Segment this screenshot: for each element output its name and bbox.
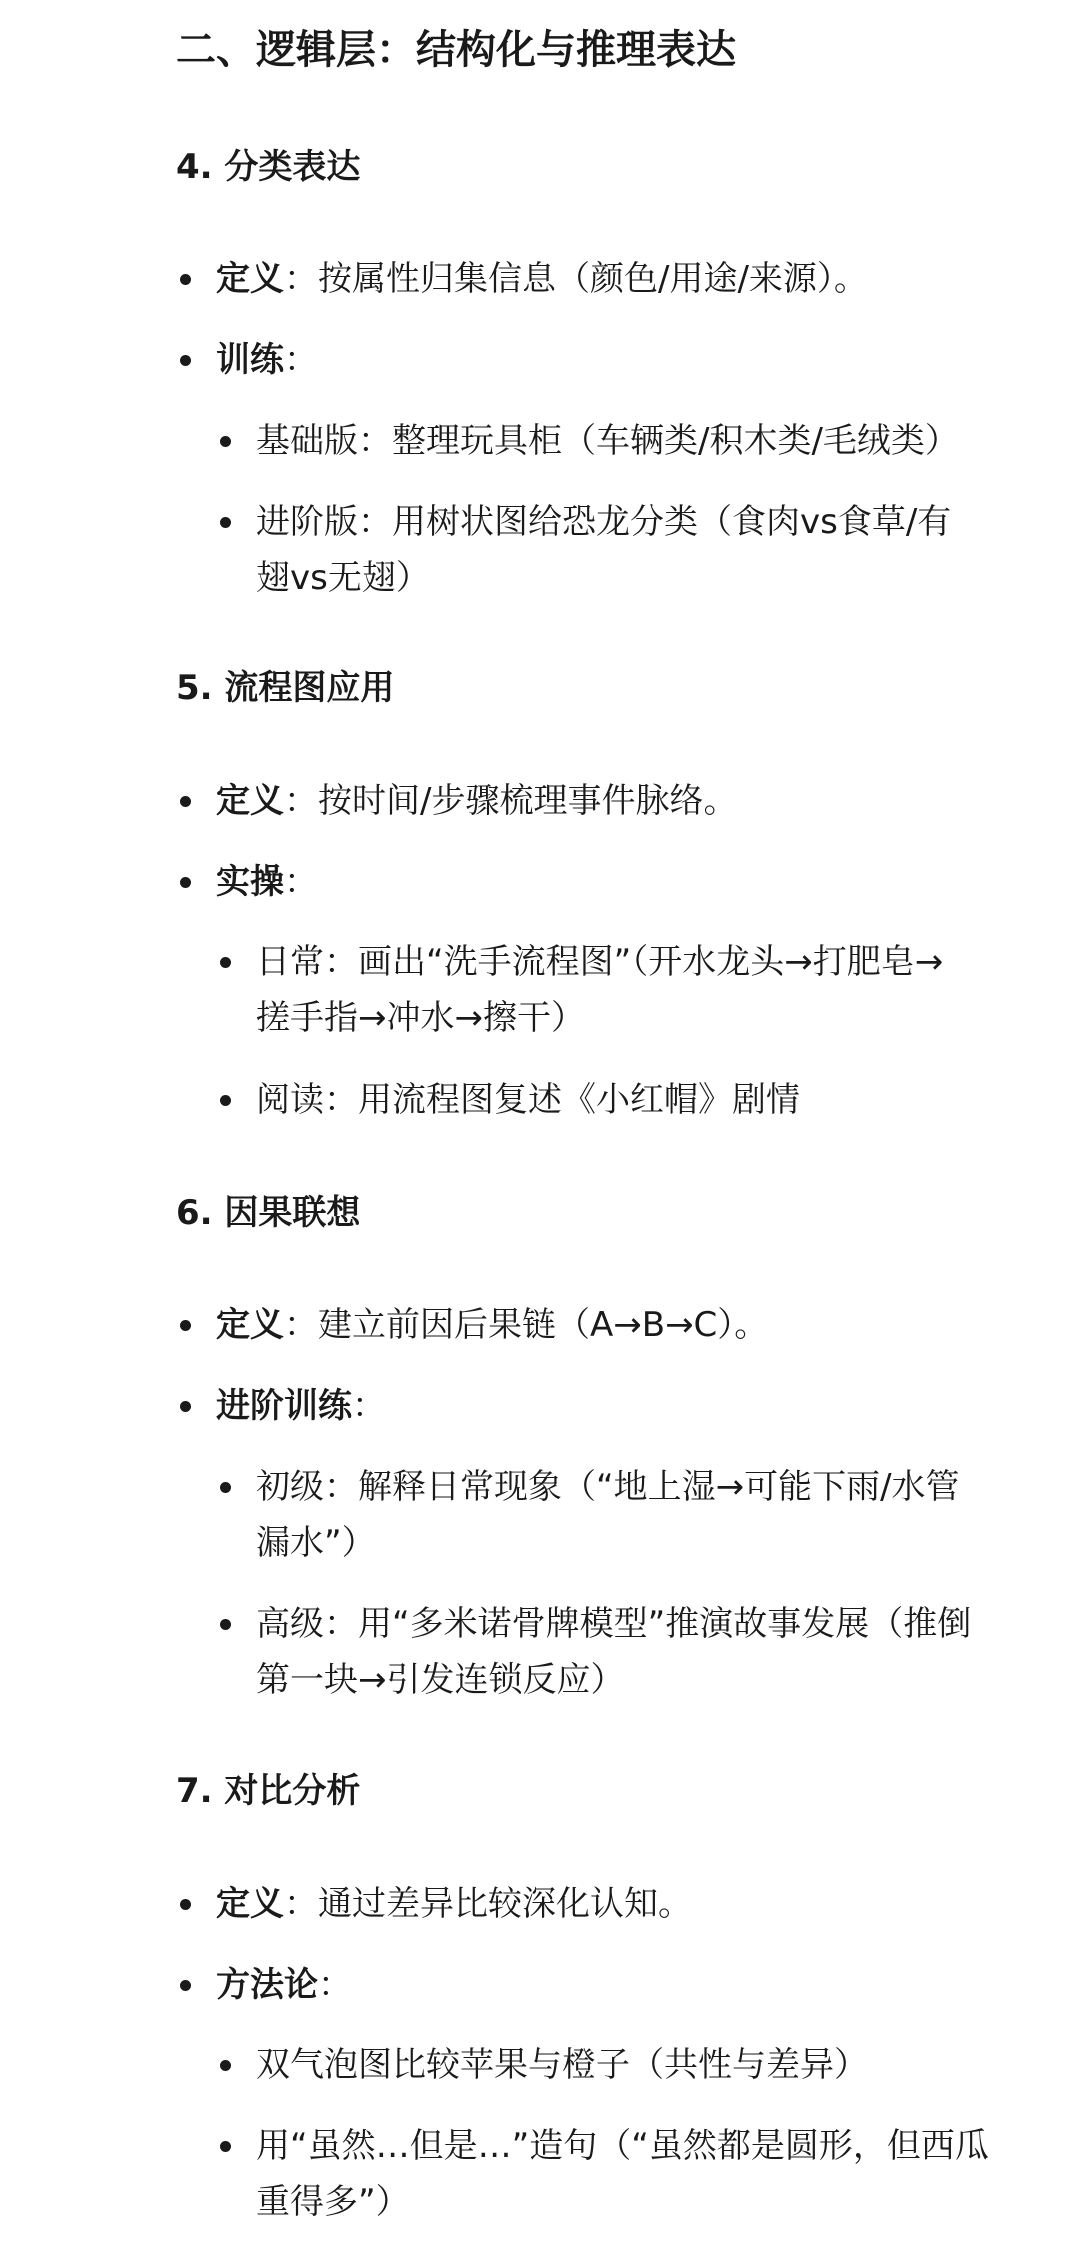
bullet-icon [180, 355, 191, 366]
item-line: 进阶版：用树状图给恐龙分类（食肉vs食草/有 [256, 502, 952, 542]
item-line: 初级：解释日常现象（“地上湿→可能下雨/水管 [256, 1467, 960, 1507]
item-line-continued: 第一块→引发连锁反应） [256, 1660, 625, 1700]
list-item-definition [216, 1876, 692, 1932]
bullet-icon [220, 957, 231, 968]
subsection-title: 4. 分类表达 [176, 147, 361, 187]
subsection-title: 5. 流程图应用 [176, 668, 395, 708]
bullet-icon [220, 2141, 231, 2152]
term-label: 实操 [216, 862, 284, 902]
sub-list-item [256, 494, 951, 606]
sub-list-item [256, 934, 943, 1046]
bullet-icon [180, 796, 191, 807]
bullet-icon [180, 274, 191, 285]
bullet-icon [180, 1401, 191, 1412]
definition-text: 按时间/步骤梳理事件脉络。 [318, 781, 738, 821]
subsection-title: 6. 因果联想 [176, 1193, 361, 1233]
list-item-group [216, 1957, 352, 2013]
sub-list-item [256, 413, 959, 469]
bullet-icon [180, 877, 191, 888]
term-separator: ： [284, 1305, 318, 1345]
item-line-continued: 漏水”） [256, 1523, 376, 1563]
sub-list-item [256, 1459, 960, 1571]
bullet-icon [220, 1095, 231, 1106]
list-item-group [216, 1378, 386, 1434]
term-separator: ： [318, 1965, 352, 2005]
definition-text: 按属性归集信息（颜色/用途/来源）。 [318, 259, 868, 299]
term-label: 定义 [216, 781, 284, 821]
term-separator: ： [284, 340, 318, 380]
sub-list-item [256, 2037, 868, 2093]
sub-list-item [256, 2118, 989, 2230]
sub-list-item [256, 1072, 800, 1128]
item-line: 基础版：整理玩具柜（车辆类/积木类/毛绒类） [256, 421, 959, 461]
bullet-icon [180, 1899, 191, 1910]
term-separator: ： [284, 1884, 318, 1924]
section-heading: 二、逻辑层：结构化与推理表达 [176, 27, 736, 73]
definition-text: 通过差异比较深化认知。 [318, 1884, 692, 1924]
term-separator: ： [284, 862, 318, 902]
subsection-title: 7. 对比分析 [176, 1771, 361, 1811]
term-label: 定义 [216, 1305, 284, 1345]
bullet-icon [220, 1619, 231, 1630]
item-line-continued: 搓手指→冲水→擦干） [256, 998, 585, 1038]
item-line: 用“虽然…但是…”造句（“虽然都是圆形，但西瓜 [256, 2126, 989, 2166]
term-label: 定义 [216, 259, 284, 299]
term-separator: ： [352, 1386, 386, 1426]
list-item-group [216, 332, 318, 388]
term-separator: ： [284, 781, 318, 821]
list-item-definition [216, 1297, 768, 1353]
bullet-icon [180, 1320, 191, 1331]
item-line: 双气泡图比较苹果与橙子（共性与差异） [256, 2045, 868, 2085]
bullet-icon [220, 517, 231, 528]
term-label: 训练 [216, 340, 284, 380]
bullet-icon [220, 2060, 231, 2071]
item-line: 高级：用“多米诺骨牌模型”推演故事发展（推倒 [256, 1604, 972, 1644]
list-item-group [216, 854, 318, 910]
sub-list-item [256, 1596, 971, 1708]
term-label: 方法论 [216, 1965, 318, 2005]
list-item-definition [216, 251, 868, 307]
item-line: 阅读：用流程图复述《小红帽》剧情 [256, 1080, 800, 1120]
term-separator: ： [284, 259, 318, 299]
bullet-icon [180, 1980, 191, 1991]
item-line: 日常：画出“洗手流程图”（开水龙头→打肥皂→ [256, 942, 944, 982]
item-line-continued: 翅vs无翅） [256, 558, 430, 598]
definition-text: 建立前因后果链（A→B→C）。 [318, 1305, 769, 1345]
term-label: 定义 [216, 1884, 284, 1924]
term-label: 进阶训练 [216, 1386, 352, 1426]
list-item-definition [216, 773, 737, 829]
bullet-icon [220, 436, 231, 447]
bullet-icon [220, 1482, 231, 1493]
item-line-continued: 重得多”） [256, 2182, 410, 2222]
